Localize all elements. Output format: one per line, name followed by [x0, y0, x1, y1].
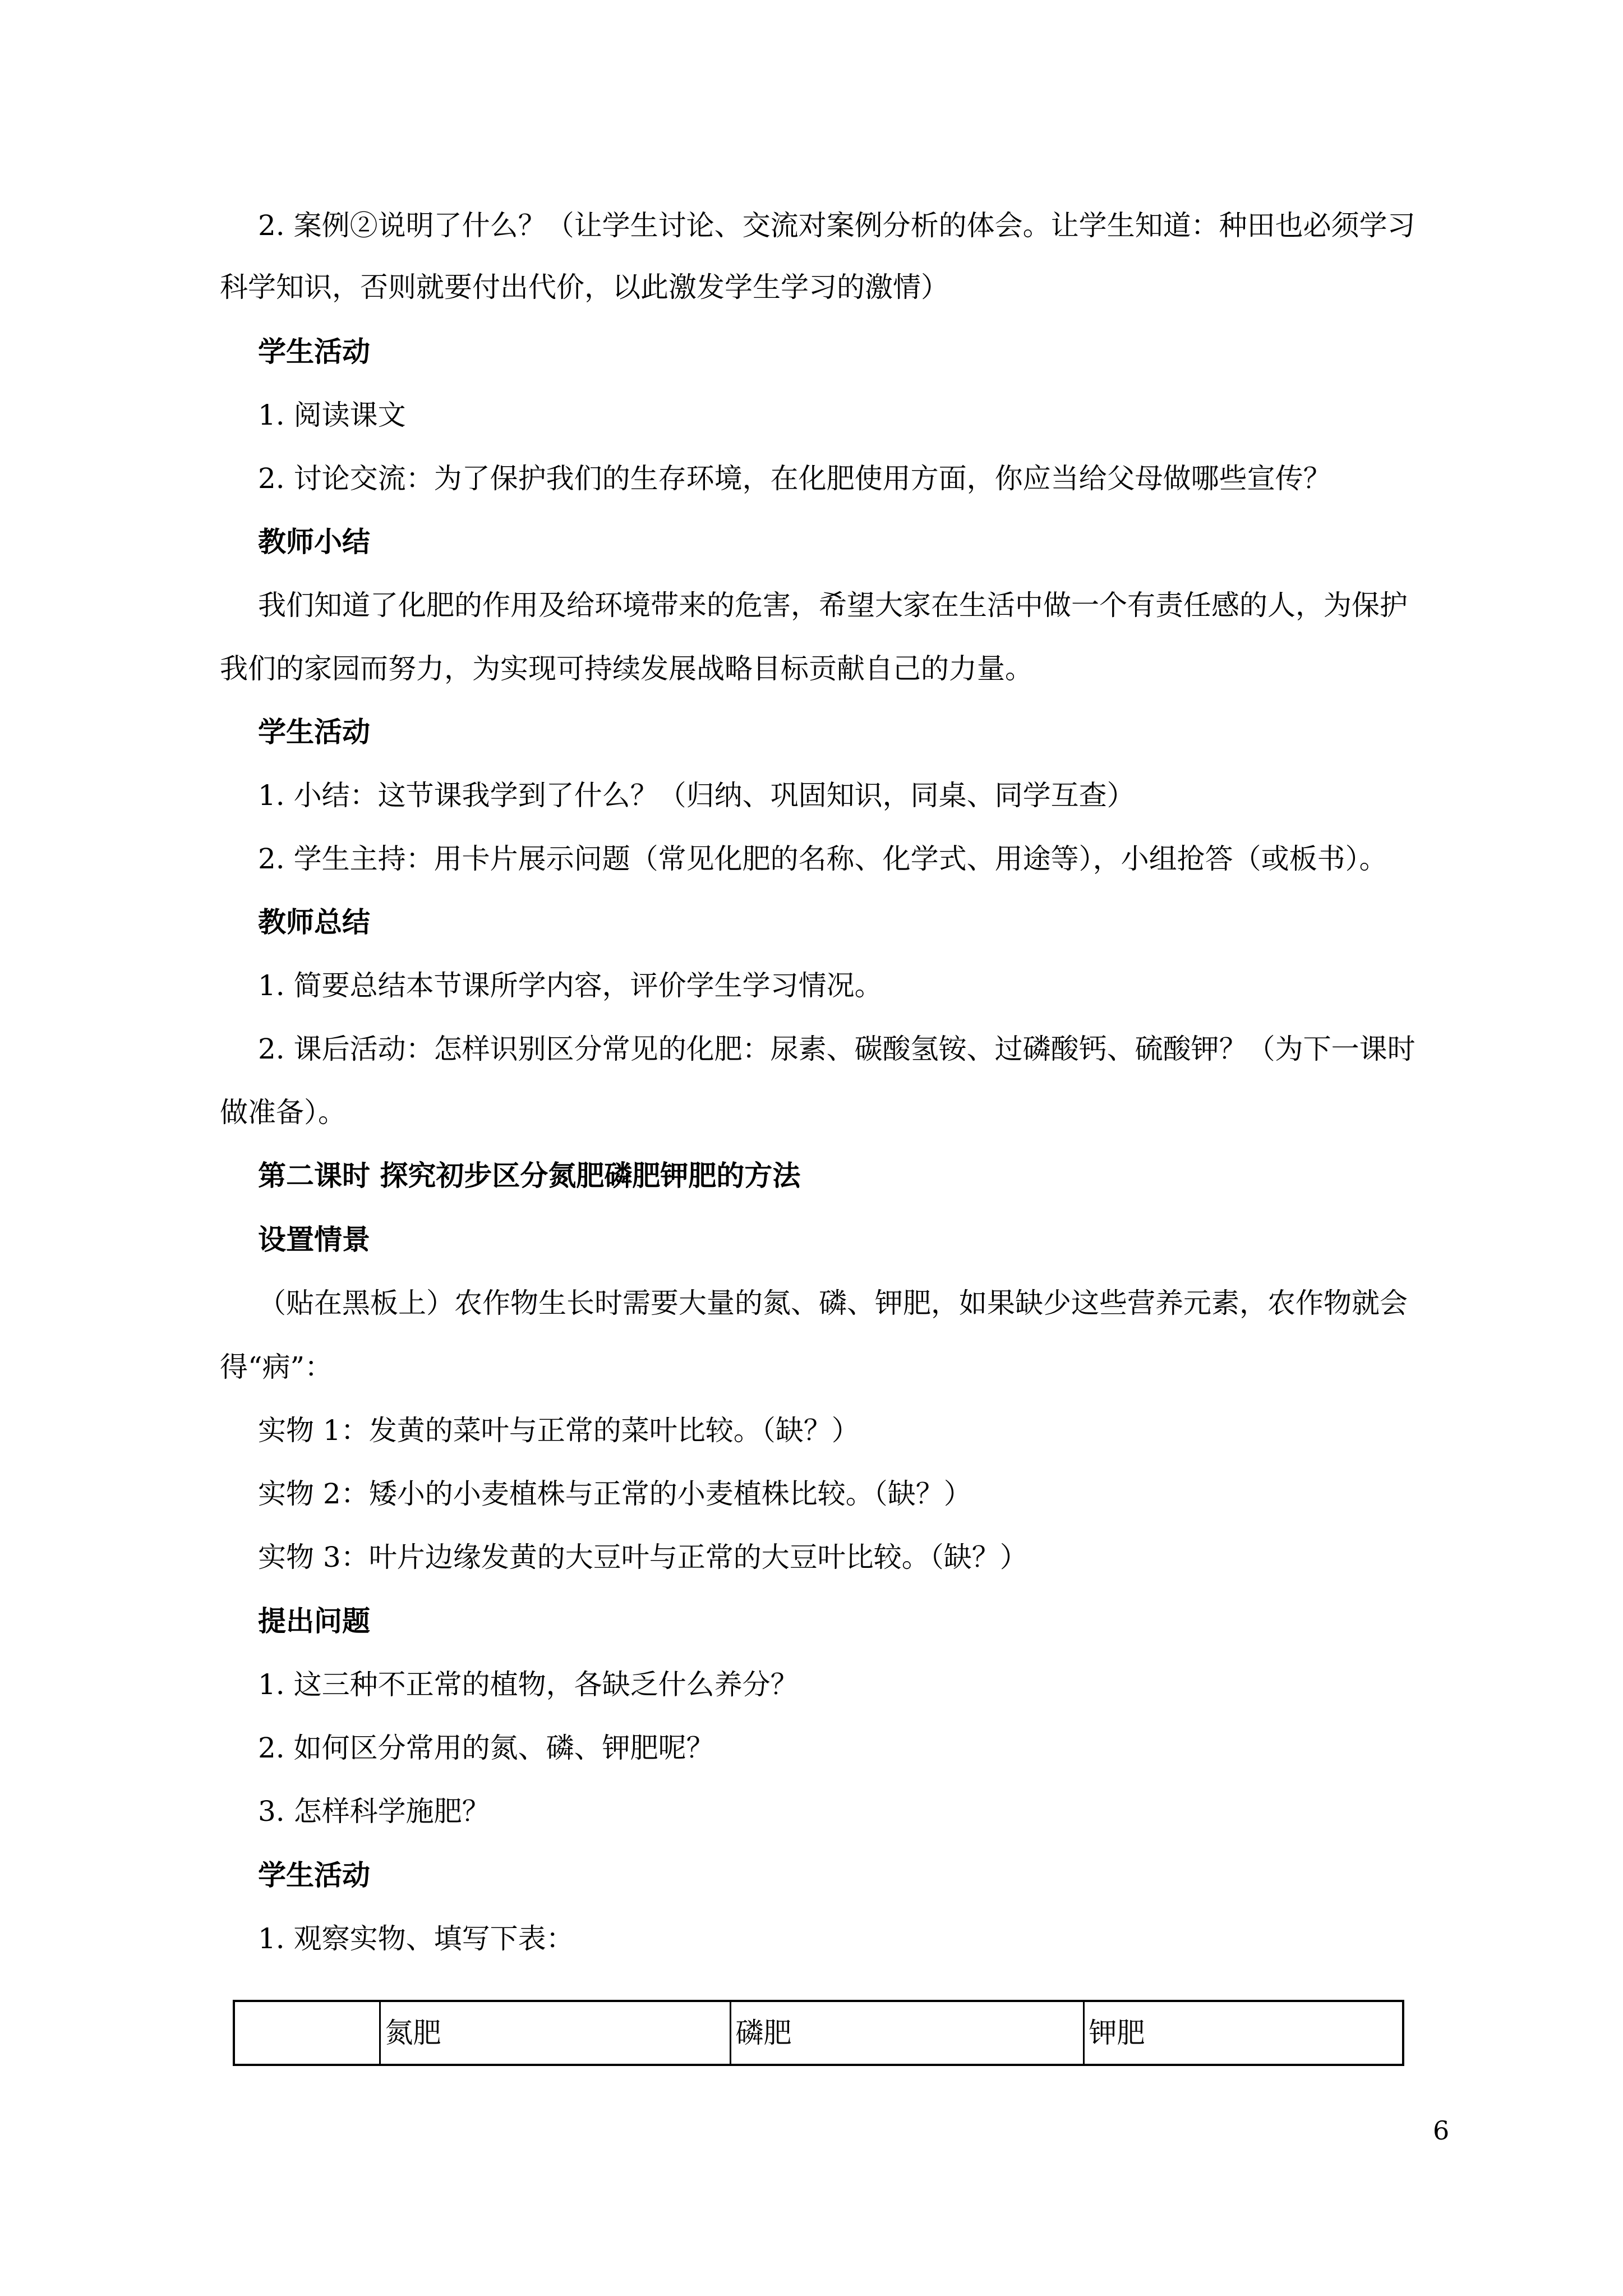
section-heading: 教师小结 [258, 525, 370, 558]
fertilizer-table [233, 2000, 1404, 2066]
paragraph-line: 2. 学生主持：用卡片展示问题（常见化肥的名称、化学式、用途等），小组抢答（或板书）。 [258, 843, 1387, 875]
paragraph-line: 实物 2：矮小的小麦植株与正常的小麦植株比较。（缺？） [258, 1478, 972, 1510]
paragraph-line: 1. 观察实物、填写下表： [258, 1922, 574, 1955]
section-heading: 学生活动 [258, 1858, 370, 1892]
lesson-title: 第二课时 探究初步区分氮肥磷肥钾肥的方法 [258, 1159, 801, 1192]
paragraph-line: 2. 讨论交流：为了保护我们的生存环境，在化肥使用方面，你应当给父母做哪些宣传？ [258, 462, 1331, 495]
table-header-phosphorus: 磷肥 [730, 2001, 1083, 2065]
paragraph-line: 得“病”： [220, 1351, 333, 1383]
paragraph-line: 1. 阅读课文 [258, 399, 406, 431]
section-heading: 设置情景 [258, 1223, 370, 1256]
paragraph-line: 1. 简要总结本节课所学内容，评价学生学习情况。 [258, 969, 883, 1002]
paragraph-line: 2. 案例②说明了什么？（让学生讨论、交流对案例分析的体会。让学生知道：种田也必须学习 [258, 209, 1415, 242]
table-header-nitrogen: 氮肥 [380, 2001, 730, 2065]
page-number: 6 [1433, 2115, 1450, 2146]
paragraph-line: 2. 课后活动：怎样识别区分常见的化肥：尿素、碳酸氢铵、过磷酸钙、硫酸钾？（为下一课时 [258, 1033, 1415, 1065]
paragraph-line: 实物 1：发黄的菜叶与正常的菜叶比较。（缺？） [258, 1414, 860, 1447]
paragraph-line: 实物 3：叶片边缘发黄的大豆叶与正常的大豆叶比较。（缺？） [258, 1541, 1028, 1573]
paragraph-line: 做准备）。 [220, 1096, 346, 1129]
paragraph-line: 1. 小结：这节课我学到了什么？（归纳、巩固知识，同桌、同学互查） [258, 779, 1135, 812]
paragraph-line: 科学知识，否则就要付出代价，以此激发学生学习的激情） [220, 271, 949, 303]
section-heading: 教师总结 [258, 905, 370, 938]
table-cell-empty [234, 2001, 380, 2065]
paragraph-line: 1. 这三种不正常的植物，各缺乏什么养分？ [258, 1668, 799, 1701]
section-heading: 学生活动 [258, 335, 370, 368]
paragraph-line: 2. 如何区分常用的氮、磷、钾肥呢？ [258, 1732, 714, 1764]
table-header-potassium: 钾肥 [1083, 2001, 1403, 2065]
paragraph-line: 我们的家园而努力，为实现可持续发展战略目标贡献自己的力量。 [220, 652, 1033, 685]
section-heading: 学生活动 [258, 715, 370, 748]
paragraph-line: 3. 怎样科学施肥？ [258, 1795, 490, 1828]
paragraph-line: 我们知道了化肥的作用及给环境带来的危害，希望大家在生活中做一个有责任感的人，为保护 [258, 589, 1408, 622]
table-row [234, 2001, 1403, 2065]
section-heading: 提出问题 [258, 1604, 370, 1637]
paragraph-line: （贴在黑板上）农作物生长时需要大量的氮、磷、钾肥，如果缺少这些营养元素，农作物就会 [258, 1287, 1408, 1319]
